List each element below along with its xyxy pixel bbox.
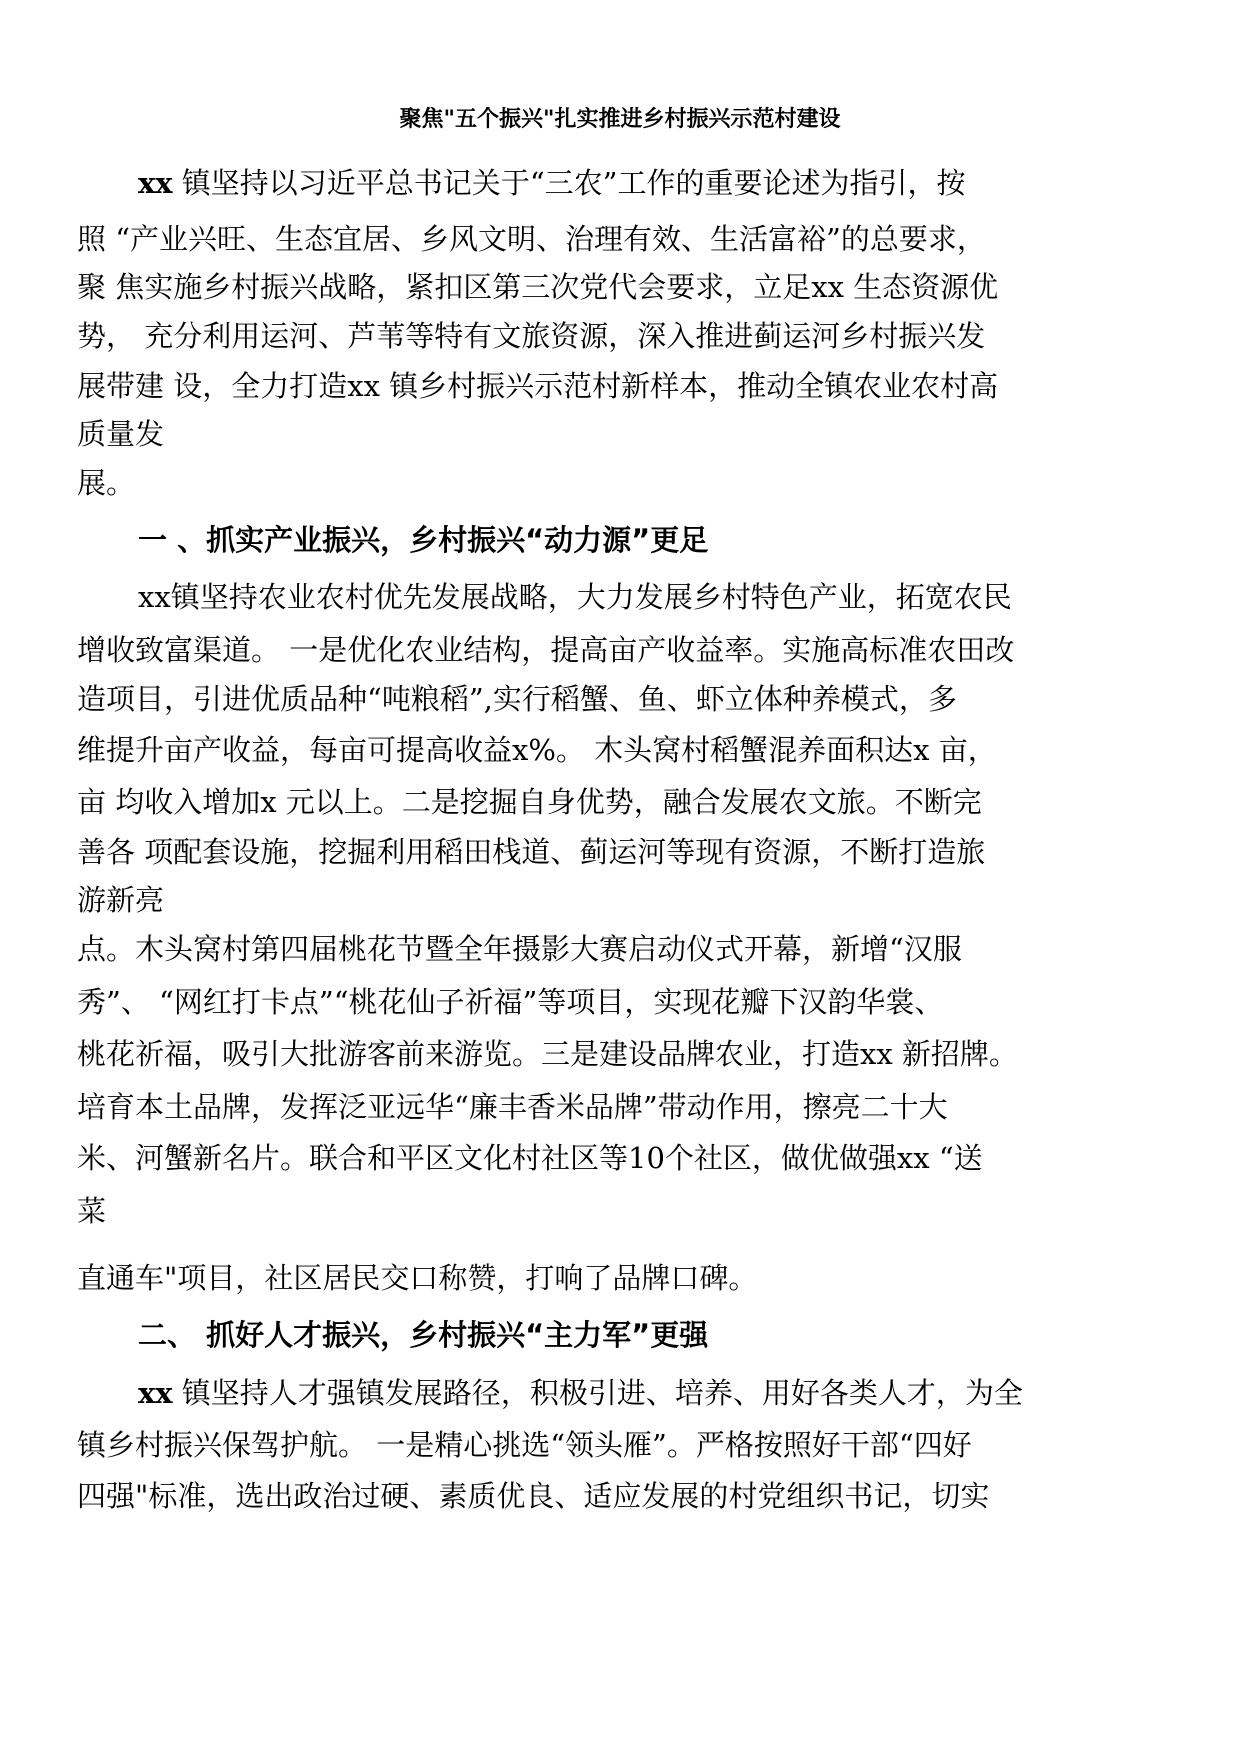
paragraph-line: 培育本土品牌，发挥泛亚远华“廉丰香米品牌”带动作用，擦亮二十大 xyxy=(77,1090,948,1124)
paragraph-line: 聚 焦实施乡村振兴战略，紧扣区第三次党代会要求，立足xx 生态资源优 xyxy=(77,270,999,304)
paragraph-line: 菜 xyxy=(77,1194,107,1228)
paragraph-line: 亩 均收入增加x 元以上。二是挖掘自身优势，融合发展农文旅。不断完 xyxy=(77,785,982,819)
paragraph-text: 镇坚持人才强镇发展路径，积极引进、培养、用好各类人才，为全 xyxy=(172,1376,1023,1410)
section-heading: 一 、抓实产业振兴，乡村振兴“动力源”更足 xyxy=(138,523,709,557)
paragraph-line xyxy=(138,163,965,203)
paragraph-text: 镇坚持以习近平总书记关于“三农”工作的重要论述为指引，按 xyxy=(172,166,966,200)
paragraph-line xyxy=(138,1373,1023,1413)
paragraph-line: 照 “产业兴旺、生态宜居、乡风文明、治理有效、生活富裕”的总要求， xyxy=(77,222,986,256)
paragraph-line: 直通车"项目，社区居民交口称赞，打响了品牌口碑。 xyxy=(77,1261,758,1295)
paragraph-lead: xx xyxy=(138,1376,173,1410)
paragraph-line: 维提升亩产收益，每亩可提高收益x%。 木头窝村稻蟹混养面积达x 亩， xyxy=(77,733,997,767)
paragraph-line: 点。木头窝村第四届桃花节暨全年摄影大赛启动仪式开幕，新增“汉服 xyxy=(77,932,962,966)
paragraph-lead: xx xyxy=(138,166,173,200)
paragraph-line: 四强"标准，选出政治过硬、素质优良、适应发展的村党组织书记，切实 xyxy=(77,1479,990,1513)
section-heading: 二、 抓好人才振兴，乡村振兴“主力军”更强 xyxy=(138,1318,709,1352)
paragraph-line: 镇乡村振兴保驾护航。 一是精心挑选“领头雁”。严格按照好干部“四好 xyxy=(77,1428,972,1462)
paragraph-line: 善各 项配套设施，挖掘利用稻田栈道、蓟运河等现有资源，不断打造旅 xyxy=(77,835,986,869)
paragraph-line: xx镇坚持农业农村优先发展战略，大力发展乡村特色产业，拓宽农民 xyxy=(138,580,1012,614)
paragraph-line: 展。 xyxy=(77,466,136,500)
paragraph-line: 造项目，引进优质品种“吨粮稻”,实行稻蟹、鱼、虾立体种养模式，多 xyxy=(77,682,957,716)
paragraph-line: 势， 充分利用运河、芦苇等特有文旅资源，深入推进蓟运河乡村振兴发 xyxy=(77,319,986,353)
paragraph-line: 秀”、 “网红打卡点”“桃花仙子祈福”等项目，实现花瓣下汉韵华裳、 xyxy=(77,985,944,1019)
paragraph-line: 增收致富渠道。 一是优化农业结构，提高亩产收益率。实施高标准农田改 xyxy=(77,633,1015,667)
paragraph-line: 游新亮 xyxy=(77,883,165,917)
paragraph-line: 质量发 xyxy=(77,417,165,451)
paragraph-line: 米、河蟹新名片。联合和平区文化村社区等10个社区，做优做强xx “送 xyxy=(77,1141,983,1175)
paragraph-line: 桃花祈福，吸引大批游客前来游览。三是建设品牌农业，打造xx 新招牌。 xyxy=(77,1037,1018,1071)
paragraph-line: 展带建 设，全力打造xx 镇乡村振兴示范村新样本，推动全镇农业农村高 xyxy=(77,369,999,403)
document-title: 聚焦"五个振兴"扎实推进乡村振兴示范村建设 xyxy=(399,107,841,132)
